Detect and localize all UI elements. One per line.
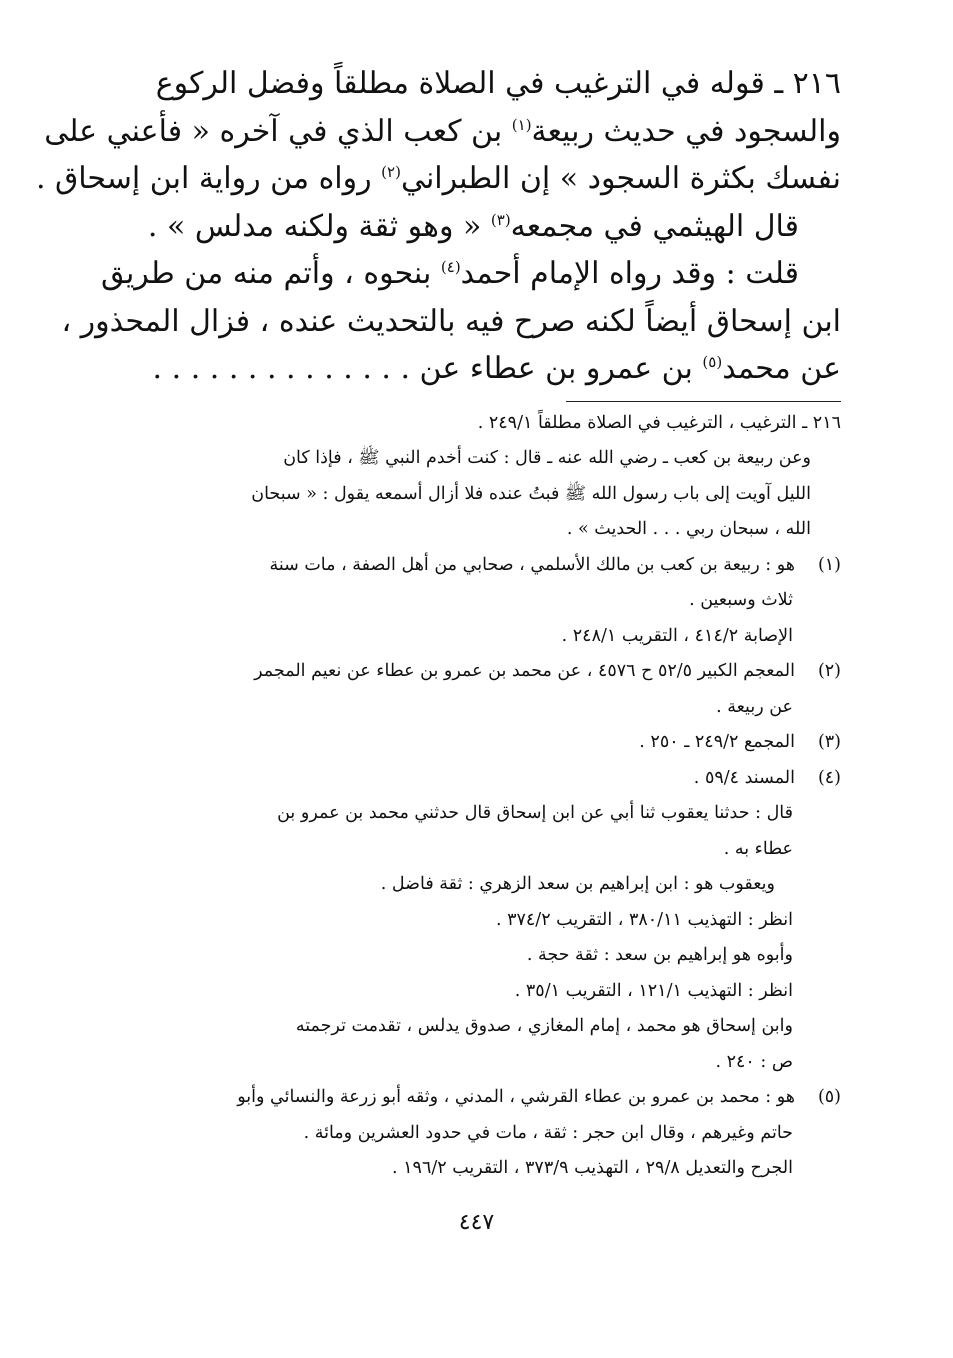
footnote-line: عطاء به . <box>723 838 793 859</box>
footnote-ref-5: (٥) <box>702 353 723 371</box>
footnote-line: ٢١٦ ـ الترغيب ، الترغيب في الصلاة مطلقاً ٢٤٩/١ . <box>477 412 841 433</box>
footnote-number: (٢) <box>817 661 841 681</box>
footnote-line: حاتم وغيرهم ، وقال ابن حجر : ثقة ، مات في حدود العشرين ومائة . <box>303 1122 793 1143</box>
footnote-ref-2: (٢) <box>381 163 401 181</box>
main-line-5: قلت : وقد رواه الإمام أحمد$^{(٤)}$ بنحوه ، وأتم منه من طريق <box>100 256 799 291</box>
footnote-line: الجرح والتعديل ٢٩/٨ ، التهذيب ٣٧٣/٩ ، التقريب ١٩٦/٢ . <box>392 1158 793 1178</box>
footnote-line: انظر : التهذيب ١٢١/١ ، التقريب ٣٥/١ . <box>514 980 793 1001</box>
main-line-6: ابن إسحاق أيضاً لكنه صرح فيه بالتحديث عنده ، فزال المحذور ، <box>61 303 841 339</box>
footnote-number: (٥) <box>817 1087 841 1107</box>
footnote-3: (٣)المجمع ٢٤٩/٢ ـ ٢٥٠ . <box>130 725 841 761</box>
footnote-number: (١) <box>817 554 841 575</box>
footnote-line: الله ، سبحان ربي . . . الحديث » . <box>566 519 811 539</box>
footnotes <box>130 406 841 1187</box>
footnote-line: ويعقوب هو : ابن إبراهيم بن سعد الزهري : ثقة فاضل . <box>380 874 775 894</box>
main-line-4: قال الهيثمي في مجمعه$^{(٣)}$ « وهو ثقة ولكنه مدلس » . <box>147 208 799 244</box>
footnote-1: (١)هو : ربيعة بن كعب بن مالك الأسلمي ، صحابي من أهل الصفة ، مات سنة ثلاث وسبعين . الإصابة ٤١٤/٢ ، التقريب ٢٤٨/١ . <box>130 548 841 655</box>
footnote-number: (٤) <box>817 767 841 788</box>
main-text <box>35 60 841 393</box>
page-number: ٤٤٧ <box>458 1210 495 1235</box>
footnote-line: ص : ٢٤٠ . <box>715 1051 793 1072</box>
footnote-ref-3: (٣) <box>490 210 511 229</box>
footnote-2: (٢)المعجم الكبير ٥٢/٥ ح ٤٥٧٦ ، عن محمد بن عمرو بن عطاء عن نعيم المجمر عن ربيعة . <box>130 654 841 725</box>
footnote-5: (٥)هو : محمد بن عمرو بن عطاء القرشي ، المدني ، وثقه أبو زرعة والنسائي وأبو حاتم وغيرهم ، وقال ابن حجر : ثقة ، مات في حدود العشرين ومائة . الجرح والتعديل ٢٩/٨ ، التهذيب ٣٧٣/٩ ، التقريب ١٩٦/٢ . <box>130 1080 841 1187</box>
footnote-line: انظر : التهذيب ٣٨٠/١١ ، التقريب ٣٧٤/٢ . <box>495 909 793 930</box>
main-line-7: عن محمد$^{(٥)}$ بن عمرو بن عطاء عن . . . . . . . . . . . . . . <box>152 351 841 386</box>
footnote-line: الليل آويت إلى باب رسول الله ﷺ فبتُ عنده فلا أزال أسمعه يقول : « سبحان <box>251 483 811 504</box>
footnote-line: ثلاث وسبعين . <box>689 590 793 610</box>
footnote-ref-1: (١) <box>511 115 532 134</box>
footnote-number: (٣) <box>817 732 841 752</box>
footnote-line: قال : حدثنا يعقوب ثنا أبي عن ابن إسحاق قال حدثني محمد بن عمرو بن <box>277 803 793 823</box>
footnote-divider <box>566 401 841 402</box>
footnote-216 <box>130 406 841 548</box>
main-line-3: نفسك بكثرة السجود » إن الطبراني$^{(٢)}$ رواه من رواية ابن إسحاق . <box>35 161 841 196</box>
footnote-line: وابن إسحاق هو محمد ، إمام المغازي ، صدوق يدلس ، تقدمت ترجمته <box>295 1016 793 1036</box>
footnote-ref-4: (٤) <box>440 258 461 276</box>
footnote-line: وأبوه هو إبراهيم بن سعد : ثقة حجة . <box>526 945 793 965</box>
footnote-line: الإصابة ٤١٤/٢ ، التقريب ٢٤٨/١ . <box>561 625 793 646</box>
footnote-line: وعن ربيعة بن كعب ـ رضي الله عنه ـ قال : كنت أخدم النبي ﷺ ، فإذا كان <box>283 448 811 468</box>
footnote-line: عن ربيعة . <box>716 696 793 717</box>
footnote-4: (٤)المسند ٥٩/٤ . قال : حدثنا يعقوب ثنا أبي عن ابن إسحاق قال حدثني محمد بن عمرو بن عطاء به . ويعقوب هو : ابن إبراهيم بن سعد الزهري : ثقة فاضل . انظر : التهذيب ٣٨٠/١١ ، التقريب ٣٧٤/٢ . وأبوه هو إبراهيم بن سعد : ثقة حجة . انظر : التهذيب ١٢١/١ ، التقريب ٣٥/١ . وابن إسحاق هو محمد ، إمام المغازي ، صدوق يدلس ، تقدمت ترجمته ص : ٢٤٠ . <box>130 761 841 1081</box>
main-line-1: ٢١٦ ـ قوله في الترغيب في الصلاة مطلقاً وفضل الركوع <box>155 66 841 101</box>
main-line-2: والسجود في حديث ربيعة$^{(١)}$ بن كعب الذي في آخره « فأعني على <box>44 113 841 149</box>
